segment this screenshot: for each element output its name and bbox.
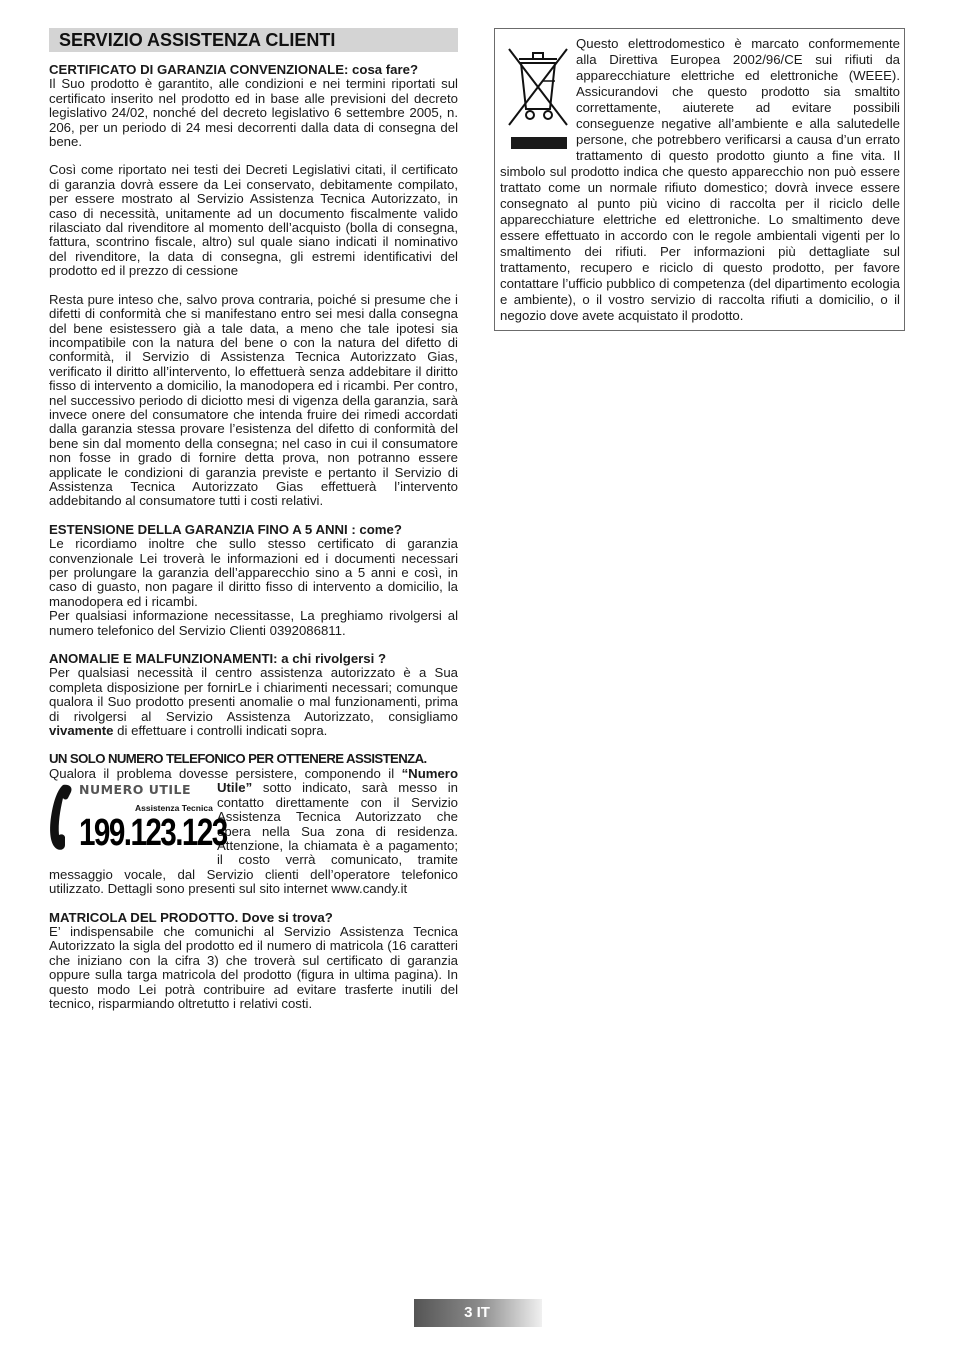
estensione-paragraph-2: Per qualsiasi informazione necessitasse, La preghiamo rivolgersi al numero telefonico del Servizio Clienti 0392086811. — [49, 608, 458, 638]
matricola-section — [49, 911, 458, 1012]
certificato-paragraph-3-block — [49, 293, 458, 509]
anomalie-text-after: di effettuare i controlli indicati sopra. — [113, 723, 328, 739]
numero-unico-section — [49, 752, 458, 896]
page-number: 3 IT — [464, 1304, 490, 1321]
numero-unico-text: sotto indicato, sarà messo in contatto direttamente con il Servizio Assistenza Tecnica Autorizzato che opera nella Sua zona di residenza. Attenzione, la chiamata è a pagamento; il costo verrà comunicato, tramite messaggio vocale, dal Servizio clienti dell’operatore telefonico utilizzato. Dettagli sono presenti sul sito internet www.candy.it — [49, 780, 458, 897]
numero-utile-logo — [49, 782, 227, 857]
left-column — [49, 28, 458, 1025]
numero-utile-phone-number: 199.123.123 — [79, 812, 227, 855]
numero-unico-text-before: Qualora il problema dovesse persistere, componendo il — [49, 765, 402, 781]
section-title: SERVIZIO ASSISTENZA CLIENTI — [49, 28, 458, 52]
weee-notice-box — [494, 28, 905, 331]
certificato-section — [49, 63, 458, 149]
numero-utile-logo-title: NUMERO UTILE — [79, 782, 192, 798]
numero-unico-heading: UN SOLO NUMERO TELEFONICO PER OTTENERE ASSISTENZA. — [49, 751, 427, 767]
certificato-paragraph-2: Così come riportato nei testi dei Decreti Legislativi citati, il certificato di garanzia dovrà essere da Lei conservato, debitamente compilato, per essere mostrato al Servizio Assistenza Tecnica Autorizzato, in caso di necessità, unitamente ad un documento fiscalmente valido rilasciato dal rivenditore al momento dell’acquisto (bolla di consegna, fattura, scontrino fiscale, altro) sul quale siano indicati il nominativo del rivenditore, la data di consegna, gli estremi identificativi del prodotto ed il prezzo di cessione — [49, 162, 458, 279]
anomalie-heading: ANOMALIE E MALFUNZIONAMENTI: a chi rivolgersi ? — [49, 651, 387, 667]
numero-utile-term: “Numero Utile” — [217, 765, 458, 796]
certificato-paragraph-1: Il Suo prodotto è garantito, alle condizioni e nei termini riportati sul certificato inserito nel prodotto ed in base alle previsioni del decreto legislativo 24/02, nonché del decreto legislativo 6 settembre 2005, n. 206, per un periodo di 24 mesi decorrenti dalla data di consegna del bene. — [49, 76, 458, 150]
estensione-section — [49, 523, 458, 638]
anomalie-text-before: Per qualsiasi necessità il centro assistenza autorizzato è a Sua completa disposizione per fornirLe i chiarimenti necessari; comunque qualora il Suo prodotto presenti anomalie o mal funzionamenti, prima di rivolgersi al Servizio Assistenza Autorizzato, consigliamo — [49, 665, 458, 724]
matricola-heading: MATRICOLA DEL PRODOTTO. Dove si trova? — [49, 909, 333, 925]
weee-black-bar — [511, 137, 567, 149]
bin-drawing — [505, 41, 571, 135]
certificato-paragraph-2-block — [49, 163, 458, 278]
crossed-out-bin-icon — [505, 41, 571, 149]
numero-utile-logo-subtitle: Assistenza Tecnica — [135, 803, 213, 814]
estensione-heading: ESTENSIONE DELLA GARANZIA FINO A 5 ANNI : come? — [49, 521, 402, 537]
weee-text: Questo elettrodomestico è marcato conformemente alla Direttiva Europea 2002/96/CE sui rifiuti da apparecchiature elettriche ed elettroniche (WEEE). Assicurandovi che questo prodotto sia smaltito correttamente, aiuterete ad evitare possibili conseguenze negative all’ambiente e alla salutedelle persone, che potrebbero verificarsi a causa d’un errato trattamento di questo prodotto giunto a fine vita. Il simbolo sul prodotto indica che questo apparecchio non può essere trattato come un normale rifiuto domestico; dovrà invece essere consegnato al punto più vicino di raccolta per il riciclo delle apparecchiature elettriche ed elettroniche. Lo smaltimento deve essere effettuato in accordo con le regole ambientali vigenti per lo smaltimento dei rifiuti. Per informazioni più dettagliate sul trattamento, recupero e riciclo di questo prodotto, per favore contattare l’ufficio pubblico di competenza (del dipartimento ecologia e ambiente), o il vostro servizio di raccolta rifiuti a domicilio, o il negozio dove avete acquistato il prodotto. — [500, 36, 900, 323]
certificato-heading: CERTIFICATO DI GARANZIA CONVENZIONALE: cosa fare? — [49, 62, 419, 77]
matricola-paragraph: E’ indispensabile che comunichi al Servizio Assistenza Tecnica Autorizzato la sigla del prodotto ed il numero di matricola (16 caratteri che iniziano con la cifra 3) che troverà sul certificato di garanzia oppure sulla targa matricola del prodotto (figura in ultima pagina). In questo modo Lei potrà contribuire ad evitare trasferte inutili del tecnico, risparmiando oltretutto i relativi costi. — [49, 923, 458, 1011]
phone-handset-icon — [49, 783, 79, 857]
page-number-tab — [414, 1299, 542, 1327]
certificato-paragraph-3: Resta pure inteso che, salvo prova contraria, poiché si presume che i difetti di conformità che si manifestano entro sei mesi dalla consegna del bene esistessero già a tale data, a meno che tale ipotesi sia incompatibile con la natura del bene o con la natura del difetto di conformità, il Servizio di Assistenza Tecnica Autorizzato Gias, verificato il diritto all’intervento, lo effettuerà senza addebitare il diritto fisso di intervento a domicilio, la manodopera ed i ricambi. Per contro, nel successivo periodo di diciotto mesi di vigenza della garanzia, sarà invece onere del consumatore che intenda fruire dei rimedi accordati dalla garanzia stessa provare l’esistenza del difetto di conformità del bene sin dal momento della consegna; nel caso in cui il consumatore non fosse in grado di fornire detta prova, non potranno essere applicate le condizioni di garanzia previste e pertanto il Servizio di Assistenza Tecnica Autorizzato Gias effettuerà l’intervento addebitando al consumatore tutti i costi relativi. — [49, 291, 458, 509]
estensione-paragraph-1: Le ricordiamo inoltre che sullo stesso certificato di garanzia convenzionale Lei troverà le informazioni ed i documenti necessari per prolungare la garanzia dell’apparecchio sino a 5 anni e così, in caso di guasto, non pagare il diritto fisso di intervento a domicilio, la manodopera ed i ricambi. — [49, 536, 458, 609]
anomalie-bold-word: vivamente — [49, 723, 114, 739]
anomalie-section — [49, 652, 458, 738]
